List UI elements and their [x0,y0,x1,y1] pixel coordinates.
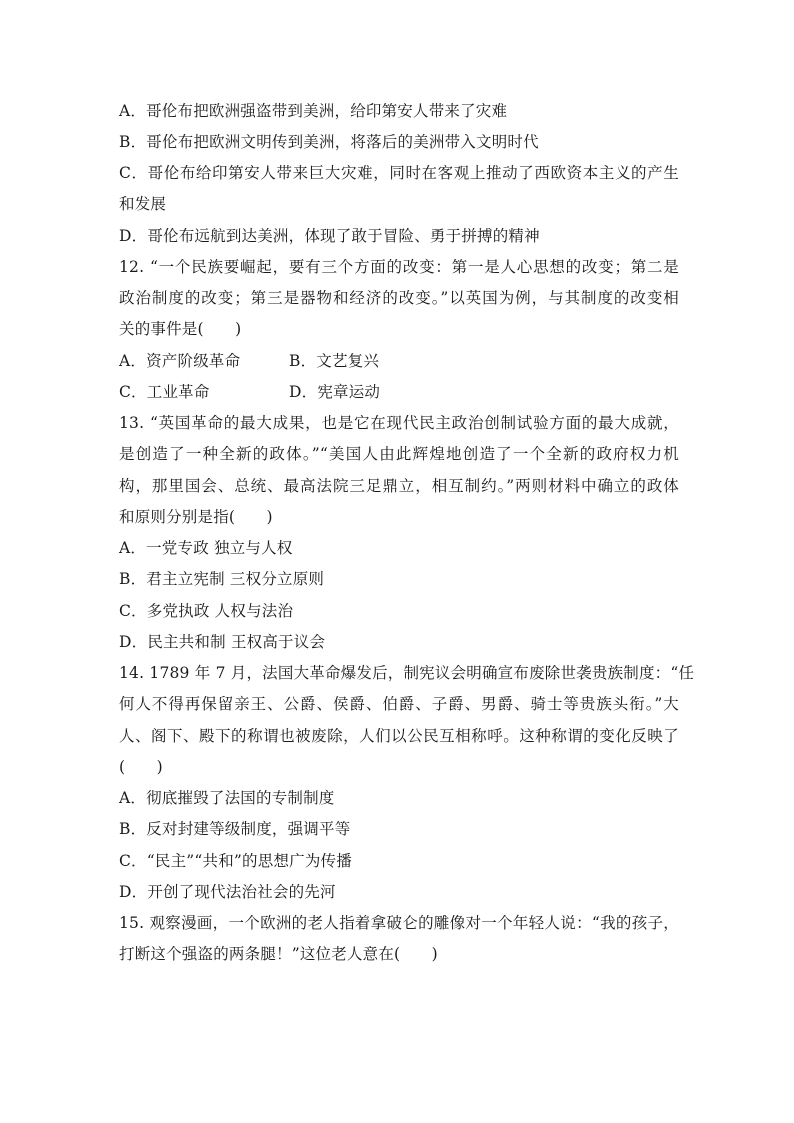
q13-option-d: D．民主共和制 王权高于议会 [119,633,326,651]
q12-option-a: A．资产阶级革命 [119,352,241,370]
q13-stem-line-4: 和原则分别是指( ) [119,508,273,526]
q12-stem-line-1: 12. “一个民族要崛起，要有三个方面的改变：第一是人心思想的改变；第二是 [119,258,679,276]
q12-stem-line-2: 政治制度的改变；第三是器物和经济的改变。”以英国为例，与其制度的改变相 [119,289,679,307]
q12-option-c: C．工业革命 [119,383,210,401]
q14-option-c: C．“民主”“共和”的思想广为传播 [119,852,352,870]
q14-option-d: D．开创了现代法治社会的先河 [119,883,336,901]
q15-stem-line-1: 15. 观察漫画，一个欧洲的老人指着拿破仑的雕像对一个年轻人说：“我的孩子， [119,914,679,932]
q11-option-a: A．哥伦布把欧洲强盗带到美洲，给印第安人带来了灾难 [119,102,508,120]
q13-option-b: B．君主立宪制 三权分立原则 [119,570,325,588]
q11-option-b: B．哥伦布把欧洲文明传到美洲，将落后的美洲带入文明时代 [119,133,539,151]
q14-option-a: A．彻底摧毁了法国的专制制度 [119,789,335,807]
q13-stem-line-1: 13. “英国革命的最大成果，也是它在现代民主政治创制试验方面的最大成就， [119,414,679,432]
q13-option-a: A．一党专政 独立与人权 [119,539,293,557]
q11-option-c: C．哥伦布给印第安人带来巨大灾难，同时在客观上推动了西欧资本主义的产生 [119,164,679,182]
q14-option-b: B．反对封建等级制度，强调平等 [119,820,351,838]
q13-option-c: C．多党执政 人权与法治 [119,602,294,620]
q13-stem-line-3: 构，那里国会、总统、最高法院三足鼎立，相互制约。”两则材料中确立的政体 [119,477,679,495]
q11-option-d: D．哥伦布远航到达美洲，体现了敢于冒险、勇于拼搏的精神 [119,227,540,245]
q14-stem-line-3: 人、阁下、殿下的称谓也被废除，人们以公民互相称呼。这种称谓的变化反映了 [119,727,679,745]
q11-option-c-continued: 和发展 [119,195,167,213]
q14-stem-line-4: ( ) [119,758,163,776]
q12-option-d: D．宪章运动 [289,383,381,401]
q12-option-b: B．文艺复兴 [289,352,380,370]
q15-stem-line-2: 打断这个强盗的两条腿！”这位老人意在( ) [119,945,438,963]
q14-stem-line-1: 14. 1789 年 7 月，法国大革命爆发后，制宪议会明确宣布废除世袭贵族制度：“任 [119,664,695,682]
q14-stem-line-2: 何人不得再保留亲王、公爵、侯爵、伯爵、子爵、男爵、骑士等贵族头衔。”大 [119,695,679,713]
q12-stem-line-3: 关的事件是( ) [119,320,242,338]
q13-stem-line-2: 是创造了一种全新的政体。”“美国人由此辉煌地创造了一个全新的政府权力机 [119,445,679,463]
